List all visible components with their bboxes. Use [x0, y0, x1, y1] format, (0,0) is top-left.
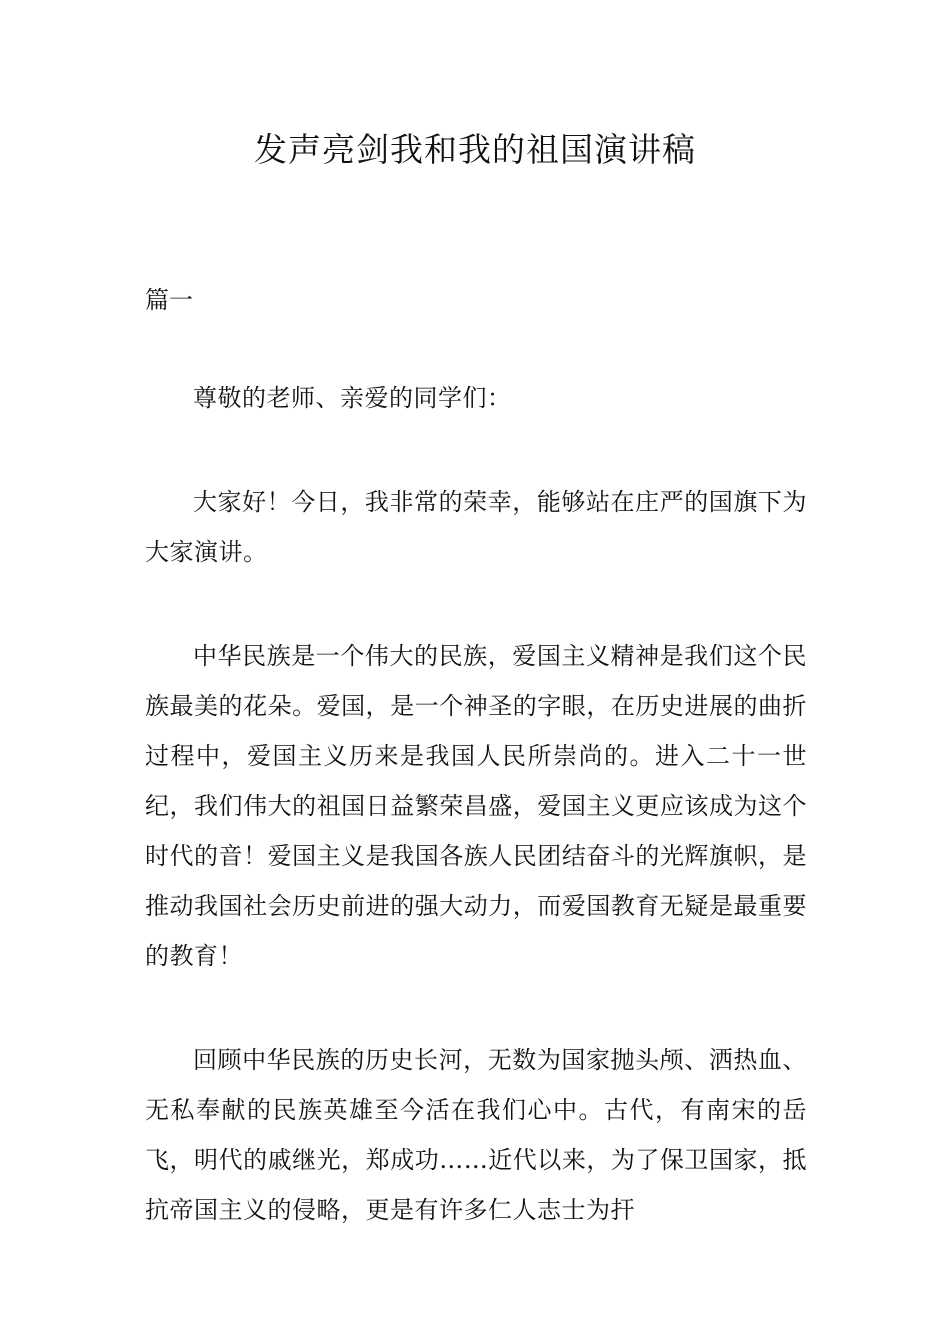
paragraph-history: 回顾中华民族的历史长河，无数为国家抛头颅、洒热血、无私奉献的民族英雄至今活在我们心中。古代，有南宋的岳飞，明代的戚继光，郑成功……近代以来，为了保卫国家，抵抗帝国主义的侵略，更是有许多仁人志士为扞: [145, 1046, 807, 1224]
section-label: 篇一: [145, 286, 193, 314]
paragraph-patriotism: 中华民族是一个伟大的民族，爱国主义精神是我们这个民族最美的花朵。爱国，是一个神圣的字眼，在历史进展的曲折过程中，爱国主义历来是我国人民所崇尚的。进入二十一世纪，我们伟大的祖国日益繁荣昌盛，爱国主义更应该成为这个时代的音！爱国主义是我国各族人民团结奋斗的光辉旗帜，是推动我国社会历史前进的强大动力，而爱国教育无疑是最重要的教育！: [145, 642, 807, 970]
document-body: [145, 373, 807, 1289]
paragraph-greeting: 尊敬的老师、亲爱的同学们：: [193, 384, 512, 412]
paragraph-opening: 大家好！今日，我非常的荣幸，能够站在庄严的国旗下为大家演讲。: [145, 488, 807, 566]
document-title: 发声亮剑我和我的祖国演讲稿: [254, 130, 696, 169]
